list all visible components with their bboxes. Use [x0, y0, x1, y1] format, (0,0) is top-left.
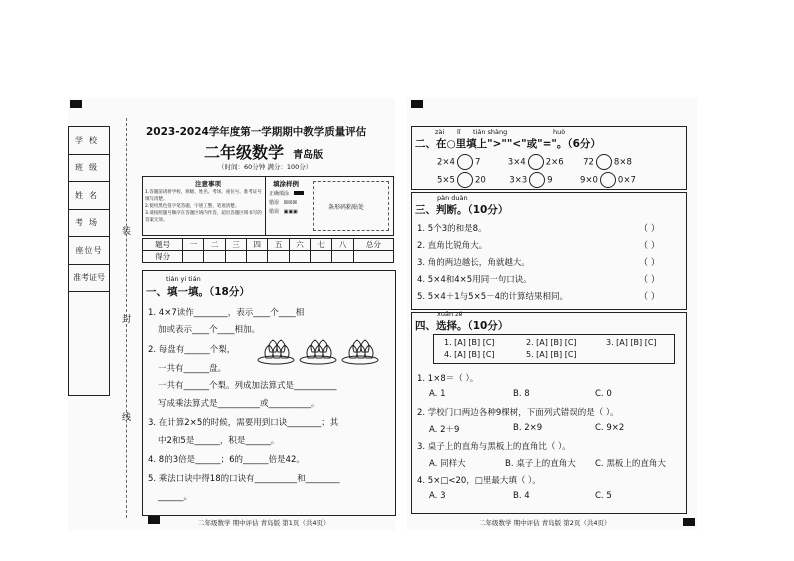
answer-circle[interactable]	[528, 154, 544, 170]
q2-line4: 写成乘法算式是__________或__________。	[158, 399, 320, 409]
judge-item-5: 5. 5×4＋1与5×5－4的计算结果相同。	[417, 292, 569, 302]
section1-title: 一、填一填。（18分）	[146, 286, 250, 298]
subject-title-row	[204, 140, 323, 163]
score-input[interactable]	[289, 251, 310, 263]
section4-pinyin: xuǎn zé	[437, 310, 463, 318]
judge-item-4: 4. 5×4和4×5用同一句口诀。	[417, 275, 532, 285]
answer-option-5[interactable]: 5. [A] [B] [C]	[526, 350, 577, 359]
page-footer: 二年级数学 期中评估 青岛版 第2页（共4页）	[479, 519, 611, 527]
registration-mark	[411, 100, 423, 108]
score-label: 得分	[143, 251, 183, 263]
q2-line3: 一共有______个梨。列成加法算式是__________	[158, 381, 337, 391]
left-exam-page	[68, 98, 395, 530]
choice-q1-opt-a: A. 1	[429, 389, 446, 399]
score-cell: 三	[225, 239, 246, 251]
compare-left: 72	[583, 157, 594, 168]
answer-circle[interactable]	[457, 154, 473, 170]
compare-right: 2×6	[545, 157, 564, 168]
fill-wrong-row-2	[269, 208, 298, 215]
answer-circle[interactable]	[596, 154, 612, 170]
score-header-row	[143, 239, 394, 251]
answer-circle[interactable]	[600, 172, 616, 188]
answer-sheet-box	[433, 334, 675, 364]
wrong-fill-icons: ▣▣▣	[283, 209, 298, 215]
choice-q1-opt-b: B. 8	[513, 389, 530, 399]
answer-circle[interactable]	[529, 172, 545, 188]
field-exam-id: 准考证号	[69, 265, 109, 293]
judge-answer-5[interactable]: （ ）	[639, 292, 660, 302]
fill-correct-label: 正确填涂	[269, 191, 290, 197]
score-cell: 总分	[353, 239, 393, 251]
notes-heading: 注意事项	[195, 180, 221, 188]
student-info-column	[68, 126, 110, 396]
score-cell: 七	[311, 239, 332, 251]
score-cell: 题号	[143, 239, 183, 251]
right-exam-page	[407, 98, 697, 530]
compare-row-1	[437, 154, 632, 170]
compare-right: 8×8	[613, 157, 632, 168]
fill-wrong-row	[269, 199, 297, 206]
choice-q1: 1. 1×8＝（ ）。	[417, 374, 479, 384]
score-cell: 四	[247, 239, 268, 251]
pinyin-zai: zài	[435, 128, 445, 136]
q1-line1: 1. 4×7读作________，表示____个____相	[148, 308, 305, 318]
edition-label: 青岛版	[293, 150, 324, 161]
note-line: 1.答题前请将学校、班级、姓名、考场、座位号、准考证号填写清楚。	[145, 190, 262, 202]
barcode-label: 条形码粘贴处	[328, 204, 365, 211]
binding-mark-xian: 线	[122, 413, 132, 423]
compare-right: 20	[474, 175, 486, 186]
choice-q2-opt-b: B. 2×9	[513, 423, 543, 433]
binding-mark-zhuang: 装	[122, 227, 132, 237]
q3-line2: 中2和5是______，积是______。	[158, 436, 280, 446]
choice-q4-opt-b: B. 4	[513, 491, 530, 501]
answer-option-3[interactable]: 3. [A] [B] [C]	[606, 338, 657, 347]
compare-left: 5×5	[437, 175, 455, 186]
q3-line1: 3. 在计算2×5的时候，需要用到口诀________；其	[148, 418, 339, 428]
filled-block-icon	[294, 191, 304, 195]
pear-plates-illustration	[256, 338, 386, 370]
score-input[interactable]	[183, 251, 204, 263]
answer-option-2[interactable]: 2. [A] [B] [C]	[526, 338, 577, 347]
section3-title: 三、判断。（10分）	[415, 204, 509, 216]
judge-answer-4[interactable]: （ ）	[639, 275, 660, 285]
note-line: 3.请按照题号顺序在答题区域内作答，超出答题区域书写的答案无效。	[145, 211, 262, 223]
time-info: （时间：60分钟 满分：100分）	[218, 163, 313, 171]
exam-title: 2023-2024学年度第一学期期中教学质量评估	[146, 126, 367, 138]
section3-pinyin: pàn duàn	[437, 194, 468, 202]
score-input[interactable]	[204, 251, 225, 263]
q5-line1: 5. 乘法口诀中得18的口诀有__________和________	[148, 474, 340, 484]
fill-example-heading: 填涂样例	[273, 180, 299, 188]
score-input[interactable]	[353, 251, 393, 263]
choice-q3: 3. 桌子上的直角与黑板上的直角比（ ）。	[417, 442, 571, 452]
compare-right: 7	[474, 157, 481, 168]
fill-wrong-label: 错误	[269, 209, 280, 215]
section2-title: 二、在○里填上">""<"或"="。（6分）	[415, 138, 601, 150]
subject-title: 二年级数学	[204, 143, 285, 162]
pinyin-huo: huò	[553, 128, 566, 136]
section1-pinyin: tián yi tián	[166, 275, 201, 283]
judge-answer-2[interactable]: （ ）	[639, 241, 660, 251]
wrong-fill-icons: ☒☒☒	[283, 200, 298, 206]
answer-option-4[interactable]: 4. [A] [B] [C]	[444, 350, 495, 359]
q4-line1: 4. 8的3倍是______；6的______倍是42。	[148, 455, 305, 465]
pear-icon	[256, 338, 386, 366]
judge-item-2: 2. 直角比锐角大。	[417, 241, 488, 251]
score-input[interactable]	[268, 251, 289, 263]
score-input[interactable]	[311, 251, 332, 263]
compare-right: 9	[547, 175, 553, 186]
score-input[interactable]	[225, 251, 246, 263]
section4-title: 四、选择。（10分）	[415, 320, 509, 332]
choice-q4: 4. 5×□<20，□里最大填（ ）。	[417, 476, 541, 486]
score-input[interactable]	[332, 251, 353, 263]
q1-line2: 加或表示____个____相加。	[158, 325, 261, 335]
notes-text	[145, 189, 263, 224]
field-seat-number: 座位号	[69, 237, 109, 265]
compare-left: 3×4	[507, 157, 526, 168]
compare-left: 2×4	[437, 157, 455, 168]
score-table	[142, 238, 394, 263]
binding-mark-feng: 封	[122, 315, 132, 325]
answer-option-1[interactable]: 1. [A] [B] [C]	[444, 338, 495, 347]
choice-q2: 2. 学校门口两边各种9棵树，下面列式错误的是（ ）。	[417, 408, 619, 418]
q2-line1: 2. 每盘有______个梨，	[148, 345, 236, 355]
field-exam-room: 考场	[69, 210, 109, 238]
page-footer: 二年级数学 期中评估 青岛版 第1页（共4页）	[198, 519, 330, 527]
field-class: 班级	[69, 155, 109, 183]
choice-q2-opt-a: A. 2＋9	[429, 425, 460, 435]
registration-mark	[148, 516, 160, 524]
field-school: 学校	[69, 127, 109, 155]
choice-q2-opt-c: C. 9×2	[595, 423, 625, 433]
compare-right: 0×7	[617, 175, 636, 186]
choice-q4-opt-c: C. 5	[595, 491, 612, 501]
score-cell: 五	[268, 239, 289, 251]
judge-item-1: 1. 5个3的和是8。	[417, 224, 487, 234]
score-cell: 六	[289, 239, 310, 251]
q2-line2: 一共有______盘。	[158, 364, 227, 374]
pinyin-tianshang: tián shàng	[473, 128, 508, 136]
fill-wrong-label: 错误	[269, 200, 280, 206]
choice-q3-opt-b: B. 桌子上的直角大	[505, 459, 576, 469]
score-value-row	[143, 251, 394, 263]
fill-correct-row	[269, 190, 304, 197]
score-input[interactable]	[247, 251, 268, 263]
judge-answer-1[interactable]: （ ）	[639, 224, 660, 234]
registration-mark	[683, 518, 695, 526]
blank-area	[69, 292, 109, 386]
compare-left: 9×0	[579, 175, 598, 186]
registration-mark	[70, 100, 82, 108]
choice-q1-opt-c: C. 0	[595, 389, 612, 399]
q5-line2: ______。	[158, 492, 193, 502]
judge-answer-3[interactable]: （ ）	[639, 258, 660, 268]
compare-left: 3×3	[509, 175, 528, 186]
divider	[265, 177, 266, 235]
score-cell: 二	[204, 239, 225, 251]
note-line: 2.使用黑色签字笔答题，字迹工整、笔迹清楚。	[145, 204, 240, 209]
notes-box	[142, 176, 394, 236]
score-cell: 一	[183, 239, 204, 251]
choice-q3-opt-c: C. 黑板上的直角大	[595, 459, 666, 469]
field-name: 姓名	[69, 182, 109, 210]
score-cell: 八	[332, 239, 353, 251]
compare-row-2	[437, 172, 636, 188]
barcode-area	[313, 181, 389, 231]
judge-item-3: 3. 角的两边越长，角就越大。	[417, 258, 530, 268]
choice-q3-opt-a: A. 同样大	[429, 459, 466, 469]
answer-circle[interactable]	[457, 172, 473, 188]
choice-q4-opt-a: A. 3	[429, 491, 446, 501]
pinyin-li: lǐ	[457, 128, 461, 136]
